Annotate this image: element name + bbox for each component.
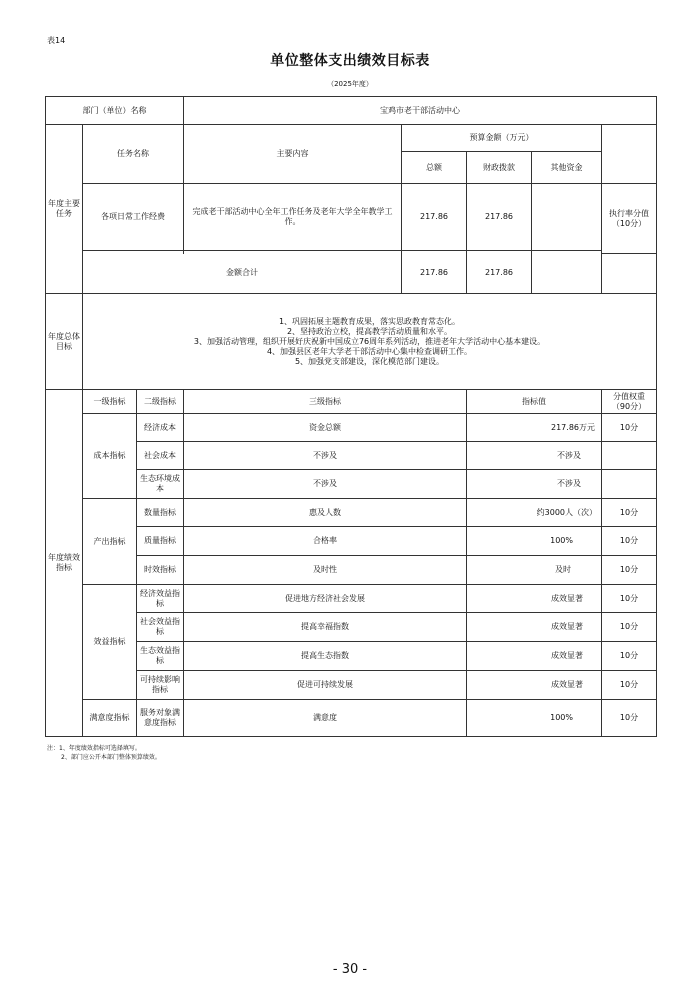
indicator-group-name: 产出指标 (83, 499, 137, 585)
indicator-value: 成效显著 (467, 585, 602, 613)
indicator-value: 成效显著 (467, 642, 602, 671)
indicator-level2: 质量指标 (137, 527, 184, 556)
indicator-row (46, 527, 657, 556)
indicator-row (46, 642, 657, 671)
level1-header: 一级指标 (83, 390, 137, 414)
indicator-level2: 可持续影响指标 (137, 671, 184, 700)
goal-line: 2、坚持政治立校，提高教学活动质量和水平。 (286, 326, 453, 336)
indicator-weight: 10分 (602, 585, 657, 613)
fiscal-header: 财政拨款 (467, 152, 532, 184)
footnote-line: 注：1、年度绩效指标可选择填写。 (47, 745, 141, 752)
indicator-level2: 社会效益指标 (137, 613, 184, 642)
indicator-row (46, 499, 657, 527)
indicator-row (46, 414, 657, 442)
goals-row (46, 294, 657, 390)
indicator-level2: 经济成本 (137, 414, 184, 442)
indicator-level3: 不涉及 (184, 442, 467, 470)
indicator-level2: 生态效益指标 (137, 642, 184, 671)
weight-header: 分值权重（90分） (602, 390, 657, 414)
dept-label: 部门（单位）名称 (46, 97, 184, 125)
indicator-weight: 10分 (602, 613, 657, 642)
task-name: 各项日常工作经费 (83, 184, 184, 251)
indicator-value: 及时 (467, 556, 602, 585)
goal-line: 3、加强活动管理，组织开展好庆祝新中国成立76周年系列活动，推进老年大学活动中心基本建设。 (193, 336, 546, 346)
indicator-weight: 10分 (602, 642, 657, 671)
level3-header: 三级指标 (184, 390, 467, 414)
goal-line: 1、巩固拓展主题教育成果，落实思政教育常态化。 (278, 316, 461, 326)
value-header: 指标值 (467, 390, 602, 414)
other-header: 其他资金 (532, 152, 602, 184)
indicator-level2: 数量指标 (137, 499, 184, 527)
performance-target-table (45, 96, 657, 737)
task-total: 217.86 (402, 184, 467, 251)
indicator-value: 不涉及 (467, 470, 602, 499)
rate-label: 执行率分值（10分） (602, 184, 657, 254)
indicator-level3: 不涉及 (184, 470, 467, 499)
goals-section-label: 年度总体目标 (46, 294, 83, 390)
task-fiscal: 217.86 (467, 184, 532, 251)
indicator-value: 100% (467, 527, 602, 556)
indicator-row (46, 585, 657, 613)
indicator-weight (602, 442, 657, 470)
footnote-line: 2、部门应公开本部门整体预算绩效。 (61, 754, 161, 761)
sum-other (532, 254, 602, 294)
goal-line: 4、加强县区老年大学老干部活动中心集中检查调研工作。 (266, 346, 473, 356)
indicator-row (46, 470, 657, 499)
indicator-level3: 资金总额 (184, 414, 467, 442)
indicator-level2: 经济效益指标 (137, 585, 184, 613)
indicator-weight: 10分 (602, 414, 657, 442)
indicator-value: 100% (467, 700, 602, 737)
task-header-row (46, 125, 657, 152)
indicator-row (46, 700, 657, 737)
indicator-weight: 10分 (602, 556, 657, 585)
table-number: 表14 (47, 36, 66, 45)
fiscal-year: （2025年度） (327, 80, 373, 88)
indicator-level2: 服务对象满意度指标 (137, 700, 184, 737)
indicator-level2: 生态环境成本 (137, 470, 184, 499)
indicator-level3: 惠及人数 (184, 499, 467, 527)
indicator-row (46, 671, 657, 700)
indicators-section-label: 年度绩效指标 (46, 390, 83, 737)
indicator-row (46, 613, 657, 642)
goals-content (83, 294, 657, 390)
total-header: 总额 (402, 152, 467, 184)
dept-row (46, 97, 657, 125)
page-title: 单位整体支出绩效目标表 (270, 53, 430, 69)
indicator-weight: 10分 (602, 527, 657, 556)
sum-label: 金额合计 (83, 254, 402, 294)
sum-total: 217.86 (402, 254, 467, 294)
page-number: - 30 - (332, 962, 368, 977)
sum-rate-empty (602, 254, 657, 294)
indicator-level3: 促进地方经济社会发展 (184, 585, 467, 613)
footnotes (47, 744, 161, 762)
indicator-weight: 10分 (602, 499, 657, 527)
indicator-header-row (46, 390, 657, 414)
indicator-weight: 10分 (602, 700, 657, 737)
budget-header: 预算金额（万元） (402, 125, 602, 152)
indicator-value: 成效显著 (467, 613, 602, 642)
indicator-level3: 满意度 (184, 700, 467, 737)
indicator-level3: 促进可持续发展 (184, 671, 467, 700)
indicator-level3: 提高幸福指数 (184, 613, 467, 642)
indicator-value: 不涉及 (467, 442, 602, 470)
indicator-row (46, 442, 657, 470)
indicator-level3: 及时性 (184, 556, 467, 585)
rate-header-empty (602, 125, 657, 184)
indicator-group-name: 成本指标 (83, 414, 137, 499)
indicator-value: 约3000人（次） (467, 499, 602, 527)
sum-fiscal: 217.86 (467, 254, 532, 294)
task-content-header: 主要内容 (184, 125, 402, 184)
indicator-weight (602, 470, 657, 499)
task-name-header: 任务名称 (83, 125, 184, 184)
indicator-value: 成效显著 (467, 671, 602, 700)
indicator-group-name: 满意度指标 (83, 700, 137, 737)
indicator-level2: 时效指标 (137, 556, 184, 585)
task-row (46, 184, 657, 251)
level2-header: 二级指标 (137, 390, 184, 414)
sum-row (46, 254, 657, 294)
task-other (532, 184, 602, 251)
indicator-group-name: 效益指标 (83, 585, 137, 700)
indicator-weight: 10分 (602, 671, 657, 700)
indicator-level3: 合格率 (184, 527, 467, 556)
dept-value: 宝鸡市老干部活动中心 (184, 97, 657, 125)
indicator-value: 217.86万元 (467, 414, 602, 442)
task-section-label: 年度主要任务 (46, 125, 83, 294)
goal-line: 5、加强党支部建设，深化模范部门建设。 (294, 356, 445, 366)
indicator-level2: 社会成本 (137, 442, 184, 470)
indicator-level3: 提高生态指数 (184, 642, 467, 671)
indicator-row (46, 556, 657, 585)
task-content: 完成老干部活动中心全年工作任务及老年大学全年教学工作。 (184, 184, 402, 251)
